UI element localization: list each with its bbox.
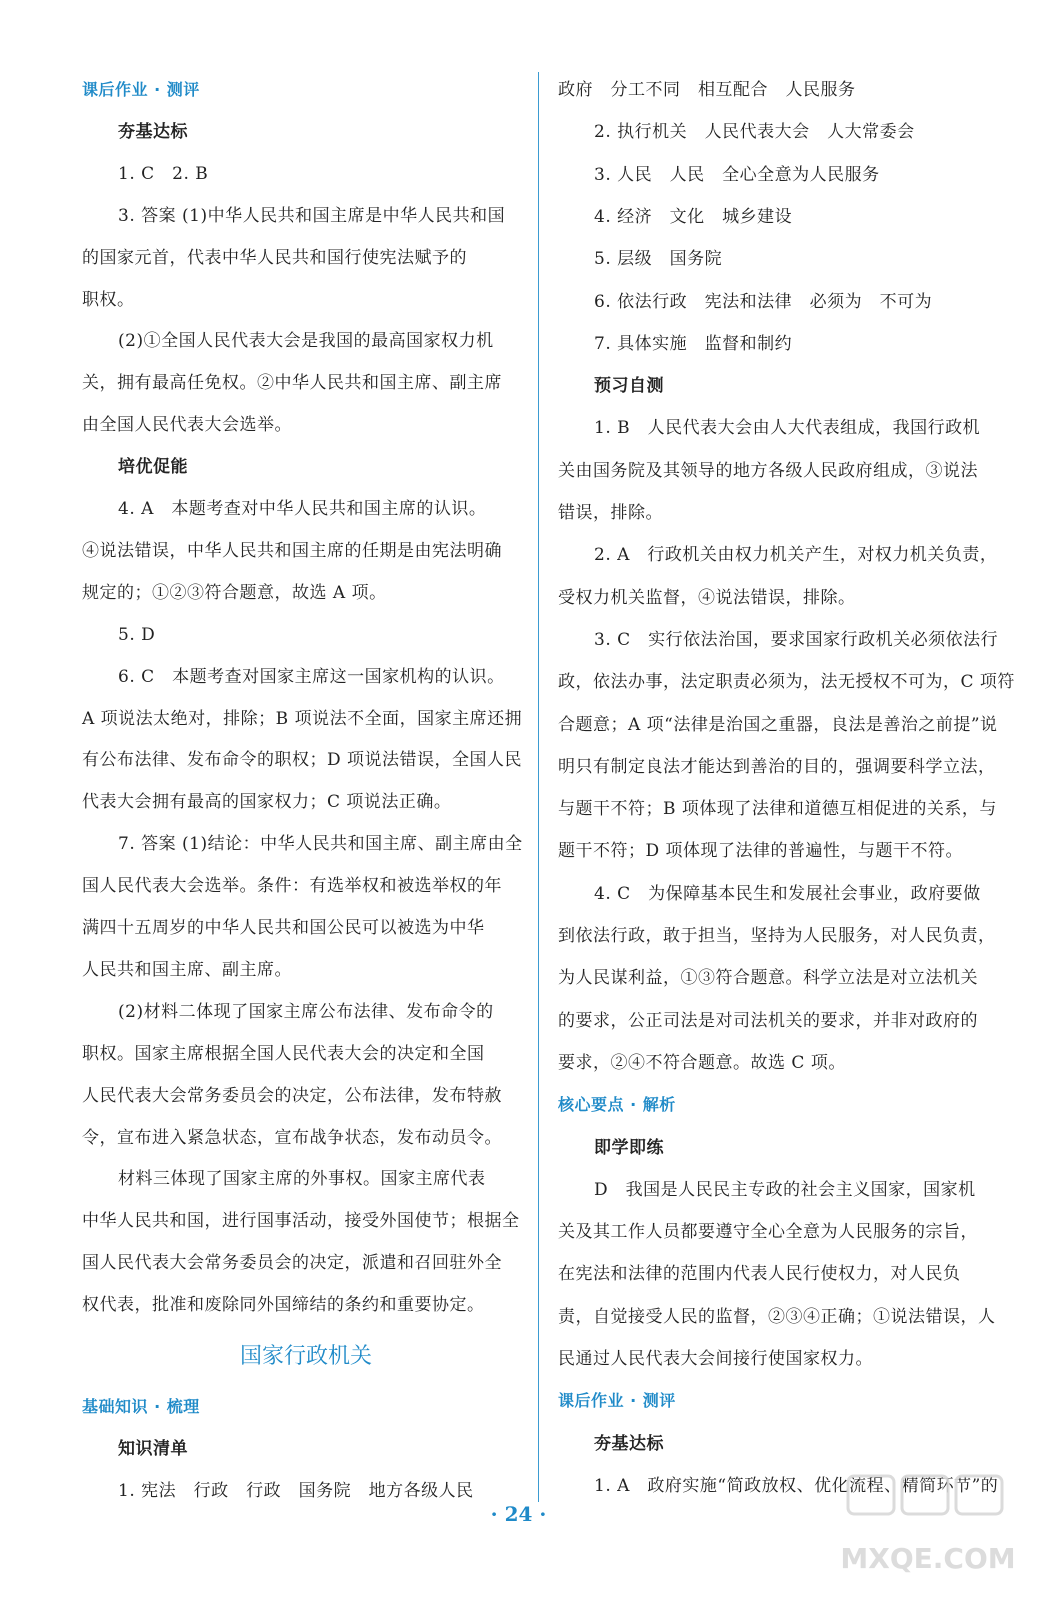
sub-heading: 即学即练 (594, 1137, 664, 1158)
text-line: 4. C 为保障基本民生和发展社会事业，政府要做 (594, 883, 981, 904)
text-line: 人民代表大会常务委员会的决定，公布法律，发布特赦 (82, 1085, 502, 1106)
text-line: (2)材料二体现了国家主席公布法律、发布命令的 (118, 1001, 494, 1022)
text-line: 要求，②④不符合题意。故选 C 项。 (558, 1052, 846, 1073)
section-heading: 课后作业 · 测评 (82, 80, 200, 99)
text-line: 代表大会拥有最高的国家权力；C 项说法正确。 (82, 792, 452, 813)
text-line: 6. 依法行政 宪法和法律 必须为 不可为 (594, 291, 933, 312)
text-line: 职权。国家主席根据全国人民代表大会的决定和全国 (82, 1043, 485, 1064)
text-line: A 项说法太绝对，排除；B 项说法不全面，国家主席还拥 (82, 708, 523, 729)
sub-heading: 夯基达标 (118, 121, 188, 142)
section-title: 国家行政机关 (239, 1344, 372, 1369)
section-heading: 核心要点 · 解析 (558, 1095, 676, 1115)
text-line: 人民共和国主席、副主席。 (82, 959, 292, 980)
sub-heading: 培优促能 (118, 457, 188, 478)
text-line: 民通过人民代表大会间接行使国家权力。 (558, 1349, 873, 1369)
right-column (558, 0, 1015, 1560)
watermark-logo (838, 1468, 1018, 1588)
text-line: 3. C 实行依法治国，要求国家行政机关必须依法行 (594, 629, 999, 650)
text-line: (2)①全国人民代表大会是我国的最高国家权力机 (118, 331, 494, 352)
text-line: 5. 层级 国务院 (594, 249, 723, 270)
text-line: 3. 人民 人民 全心全意为人民服务 (594, 164, 880, 185)
text-line: 国人民代表大会选举。条件：有选举权和被选举权的年 (82, 876, 502, 897)
text-line: 的国家元首，代表中华人民共和国行使宪法赋予的 (82, 247, 467, 268)
text-line: 2. 执行机关 人民代表大会 人大常委会 (594, 122, 915, 143)
sub-heading: 知识清单 (118, 1438, 188, 1459)
text-line: 7. 具体实施 监督和制约 (594, 333, 793, 354)
text-line: 规定的；①②③符合题意，故选 A 项。 (82, 582, 387, 603)
text-line: 5. D (118, 624, 156, 645)
text-line: 令，宣布进入紧急状态，宣布战争状态，发布动员令。 (82, 1127, 502, 1148)
text-line: 1. C 2. B (118, 163, 209, 184)
text-line: 受权力机关监督，④说法错误，排除。 (558, 587, 856, 608)
text-line: 3. 答案 (1)中华人民共和国主席是中华人民共和国 (118, 205, 506, 226)
left-column (82, 0, 530, 1560)
page-number: · 24 · (490, 1502, 547, 1526)
text-line: 1. 宪法 行政 行政 国务院 地方各级人民 (118, 1480, 474, 1501)
column-divider (538, 72, 539, 1502)
text-line: 材料三体现了国家主席的外事权。国家主席代表 (118, 1169, 486, 1190)
sub-heading: 夯基达标 (594, 1433, 664, 1454)
text-line: 4. 经济 文化 城乡建设 (594, 206, 793, 227)
text-line: 6. C 本题考查对国家主席这一国家机构的认识。 (118, 666, 505, 687)
text-line: 的要求，公正司法是对司法机关的要求，并非对政府的 (558, 1010, 978, 1031)
text-line: 关，拥有最高任免权。②中华人民共和国主席、副主席 (82, 373, 502, 394)
text-line: 由全国人民代表大会选举。 (82, 415, 292, 436)
text-line: 职权。 (82, 289, 135, 310)
text-line: 4. A 本题考查对中华人民共和国主席的认识。 (118, 499, 487, 519)
text-line: 1. A 政府实施“简政放权、优化流程、精简环节”的 (594, 1475, 999, 1496)
text-line: 7. 答案 (1)结论：中华人民共和国主席、副主席由全 (118, 834, 523, 855)
text-line: 题干不符；D 项体现了法律的普遍性，与题干不符。 (558, 841, 964, 862)
text-line: 2. A 行政机关由权力机关产生，对权力机关负责， (594, 545, 998, 566)
text-line: 国人民代表大会常务委员会的决定，派遣和召回驻外全 (82, 1253, 502, 1274)
text-line: 政，依法办事，法定职责必须为，法无授权不可为，C 项符 (558, 672, 1015, 693)
section-heading: 基础知识 · 梳理 (82, 1396, 200, 1416)
text-line: 明只有制定良法才能达到善治的目的，强调要科学立法， (558, 756, 996, 777)
sub-heading: 预习自测 (594, 376, 664, 397)
text-line: 满四十五周岁的中华人民共和国公民可以被选为中华 (82, 918, 485, 938)
text-line: 关由国务院及其领导的地方各级人民政府组成，③说法 (558, 460, 978, 481)
svg-text:MXQE.COM: MXQE.COM (840, 1542, 1016, 1575)
text-line: 合题意；A 项“法律是治国之重器，良法是善治之前提”说 (558, 714, 998, 735)
section-heading: 课后作业 · 测评 (558, 1391, 676, 1411)
text-line: 错误，排除。 (558, 503, 663, 523)
text-line: 中华人民共和国，进行国事活动，接受外国使节；根据全 (82, 1211, 520, 1232)
text-line: 权代表，批准和废除同外国缔结的条约和重要协定。 (82, 1295, 485, 1316)
text-line: 关及其工作人员都要遵守全心全意为人民服务的宗旨， (558, 1222, 978, 1243)
text-line: 在宪法和法律的范围内代表人民行使权力，对人民负 (558, 1264, 961, 1285)
text-line: 1. B 人民代表大会由人大代表组成，我国行政机 (594, 418, 981, 439)
text-line: 为人民谋利益，①③符合题意。科学立法是对立法机关 (558, 968, 978, 989)
text-line: ④说法错误，中华人民共和国主席的任期是由宪法明确 (82, 540, 502, 561)
text-line: 到依法行政，敢于担当，坚持为人民服务，对人民负责， (558, 926, 996, 946)
text-line: D 我国是人民民主专政的社会主义国家，国家机 (594, 1179, 976, 1200)
text-line: 政府 分工不同 相互配合 人民服务 (558, 80, 856, 100)
text-line: 与题干不符；B 项体现了法律和道德互相促进的关系，与 (558, 799, 997, 820)
text-line: 有公布法律、发布命令的职权；D 项说法错误，全国人民 (82, 750, 523, 771)
text-line: 责，自觉接受人民的监督，②③④正确；①说法错误，人 (558, 1306, 996, 1327)
